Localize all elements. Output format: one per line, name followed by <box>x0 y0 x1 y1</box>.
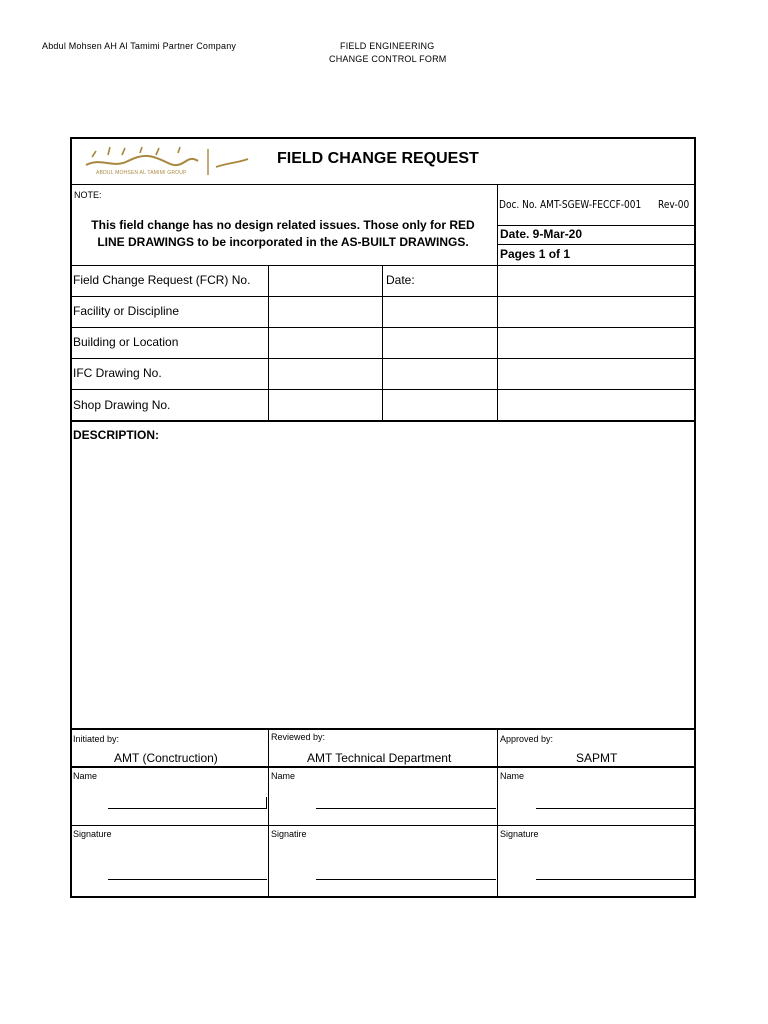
facility-discipline-label: Facility or Discipline <box>73 304 180 318</box>
reviewer-signature-line[interactable] <box>316 879 496 880</box>
building-location-label: Building or Location <box>73 335 179 349</box>
company-logo <box>82 143 252 179</box>
initiator-name-line[interactable] <box>108 808 267 809</box>
note-label: NOTE: <box>74 190 102 200</box>
revision: Rev-00 <box>658 198 690 211</box>
description-label: DESCRIPTION: <box>73 428 160 442</box>
company-name: Abdul Mohsen AH Al Tamimi Partner Company <box>42 41 237 51</box>
approver-signature-label: Signature <box>500 829 539 839</box>
form-title: FIELD CHANGE REQUEST <box>277 150 479 167</box>
note-text: This field change has no design related issues. Those only for RED LINE DRAWINGS to be incorporated in the AS-BUILT DRAWINGS. <box>91 218 475 249</box>
date-field[interactable] <box>498 266 694 296</box>
reviewer-signature-label: Signatire <box>271 829 307 839</box>
field-change-request-form <box>70 137 696 898</box>
approver-signature-line[interactable] <box>536 879 694 880</box>
approver-name-line[interactable] <box>536 808 694 809</box>
fcr-number-label: Field Change Request (FCR) No. <box>73 273 251 287</box>
department-title: FIELD ENGINEERING <box>340 41 435 51</box>
form-type-title: CHANGE CONTROL FORM <box>329 54 447 64</box>
initiated-by-label: Initiated by: <box>73 734 120 744</box>
approver-party: SAPMT <box>576 751 618 765</box>
doc-number: Doc. No. AMT-SGEW-FECCF-001 <box>499 198 642 211</box>
approved-by-label: Approved by: <box>500 734 554 744</box>
initiator-party: AMT (Conctruction) <box>114 751 218 765</box>
initiator-signature-line[interactable] <box>108 879 267 880</box>
shop-drawing-label: Shop Drawing No. <box>73 398 171 412</box>
reviewer-party: AMT Technical Department <box>307 751 452 765</box>
ifc-drawing-label: IFC Drawing No. <box>73 366 162 380</box>
initiator-signature-label: Signature <box>73 829 112 839</box>
reviewer-name-label: Name <box>271 771 296 781</box>
page-count: Pages 1 of 1 <box>500 247 571 261</box>
reviewed-by-label: Reviewed by: <box>271 732 326 742</box>
reviewer-name-line[interactable] <box>316 808 496 809</box>
logo-english-text: ABDUL MOHSEN AL TAMIMI GROUP <box>96 170 187 176</box>
fcr-number-field[interactable] <box>269 266 382 296</box>
approver-name-label: Name <box>500 771 525 781</box>
date-label: Date: <box>386 273 415 287</box>
description-area[interactable] <box>72 445 694 727</box>
doc-date: Date. 9-Mar-20 <box>500 227 583 241</box>
initiator-name-label: Name <box>73 771 98 781</box>
